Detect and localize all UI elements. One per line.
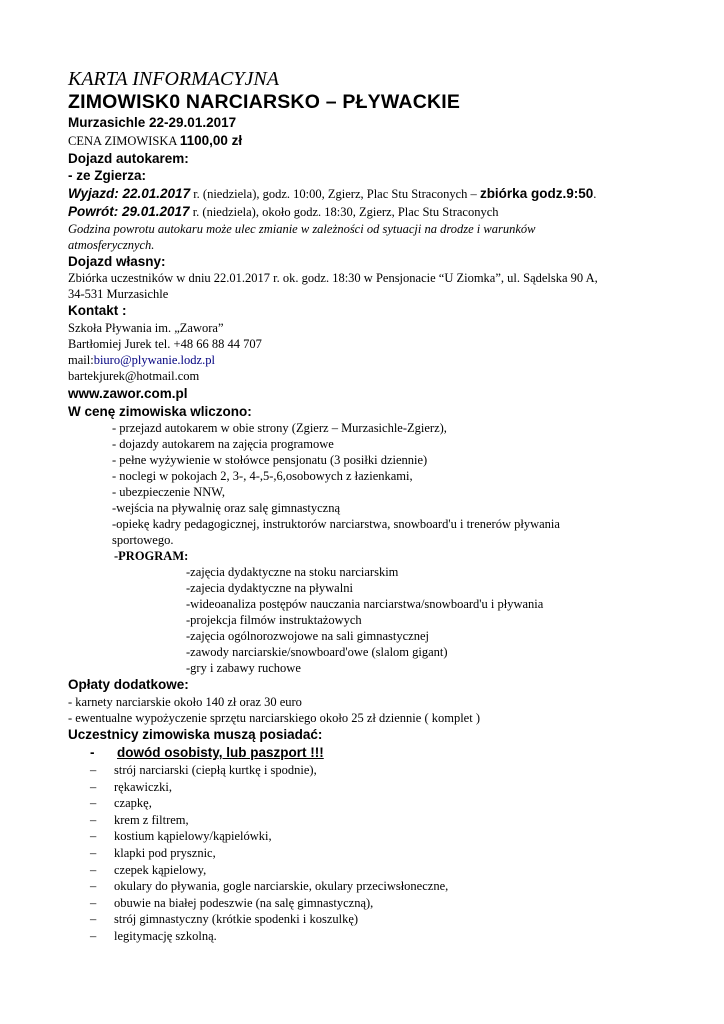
required-item <box>68 895 668 912</box>
required-item-text: legitymację szkolną. <box>114 928 217 943</box>
bus-from: - ze Zgierza: <box>68 168 147 183</box>
program-item: -wideoanaliza postępów nauczania narciarstwa/snowboard'u i pływania <box>186 597 544 611</box>
dash-bullet: – <box>90 812 97 827</box>
included-list <box>68 420 668 564</box>
contact-heading: Kontakt : <box>68 303 127 318</box>
required-item <box>68 779 668 796</box>
document-page <box>68 68 668 945</box>
return-note-line2: atmosferycznych. <box>68 237 155 252</box>
departure-text: r. (niedziela), godz. 10:00, Zgierz, Plac Stu Straconych – <box>190 186 480 201</box>
dash-bullet: – <box>90 862 97 877</box>
dash-bullet: – <box>90 829 97 844</box>
contact-mail <box>68 352 668 368</box>
included-item: sportowego. <box>112 533 174 547</box>
included-item: - przejazd autokarem w obie strony (Zgierz – Murzasichle-Zgierz), <box>112 421 447 435</box>
website-link[interactable]: www.zawor.com.pl <box>68 385 188 401</box>
contact-person: Bartłomiej Jurek tel. +48 66 88 44 707 <box>68 336 262 351</box>
program-item: -zajęcia dydaktyczne na stoku narciarskim <box>186 565 399 579</box>
required-item-text: rękawiczki, <box>114 779 172 794</box>
extra-fees-heading: Opłaty dodatkowe: <box>68 677 189 692</box>
included-item: - dojazdy autokarem na zajęcia programowe <box>112 437 334 451</box>
required-item <box>68 828 668 845</box>
program-item: -projekcja filmów instruktażowych <box>186 613 362 627</box>
dash-bullet: – <box>90 912 97 927</box>
included-item: - pełne wyżywienie w stołówce pensjonatu (3 posiłki dziennie) <box>112 453 428 467</box>
departure-end: . <box>593 186 597 201</box>
required-heading: Uczestnicy zimowiska muszą posiadać: <box>68 726 323 742</box>
dash-bullet: – <box>90 796 97 811</box>
required-item-text: obuwie na białej podeszwie (na salę gimnastyczną), <box>114 895 374 910</box>
program-list <box>68 564 668 676</box>
return-label: Powrót: 29.01.2017 <box>68 203 190 219</box>
program-item: -gry i zabawy ruchowe <box>186 661 301 675</box>
camp-dates: Murzasichle 22-29.01.2017 <box>68 115 237 130</box>
return-text: r. (niedziela), około godz. 18:30, Zgierz, Plac Stu Straconych <box>189 204 499 219</box>
required-item <box>68 911 668 928</box>
required-item <box>68 862 668 879</box>
dash-bullet: – <box>90 879 97 894</box>
included-heading: W cenę zimowiska wliczono: <box>68 403 252 419</box>
required-item <box>68 928 668 945</box>
mail-link[interactable]: biuro@plywanie.lodz.pl <box>93 352 215 367</box>
bus-transport-heading: Dojazd autokarem: <box>68 150 189 166</box>
required-item-text: strój gimnastyczny (krótkie spodenki i koszulkę) <box>114 912 359 927</box>
required-item-text: kostium kąpielowy/kąpielówki, <box>114 829 272 844</box>
required-item-text: krem z filtrem, <box>114 812 189 827</box>
return-note-line1: Godzina powrotu autokaru może ulec zmianie w zależności od sytuacji na drodze i warunków <box>68 221 536 236</box>
program-item: -zajecia dydaktyczne na pływalni <box>186 581 353 595</box>
price-line <box>68 132 668 150</box>
program-item: -zajęcia ogólnorozwojowe na sali gimnastycznej <box>186 629 429 643</box>
dash-bullet: – <box>90 895 97 910</box>
included-item: -opiekę kadry pedagogicznej, instruktorów narciarstwa, snowboard'u i trenerów pływania <box>112 517 560 531</box>
extra-fee-item: - ewentualne wypożyczenie sprzętu narciarskiego około 25 zł dziennie ( komplet ) <box>68 710 480 725</box>
dash-bullet: – <box>90 763 97 777</box>
included-item: -wejścia na pływalnię oraz salę gimnastyczną <box>112 501 341 515</box>
document-title: KARTA INFORMACYJNA <box>68 68 279 90</box>
required-item <box>68 878 668 895</box>
own-transport-line1: Zbiórka uczestników w dniu 22.01.2017 r. ok. godz. 18:30 w Pensjonacie “U Ziomka”, ul. Sądelska 90 A, <box>68 271 598 285</box>
required-item <box>68 812 668 829</box>
departure-line <box>68 185 668 203</box>
return-line <box>68 203 668 221</box>
program-item: -zawody narciarskie/snowboard'owe (slalom gigant) <box>186 645 448 659</box>
required-item-text: okulary do pływania, gogle narciarskie, okulary przeciwsłoneczne, <box>114 879 449 894</box>
passport-dash: - <box>90 745 95 760</box>
dash-bullet: – <box>90 928 97 943</box>
required-item <box>68 795 668 812</box>
required-list <box>68 762 668 945</box>
required-item-text: czapkę, <box>114 796 152 811</box>
own-transport-heading: Dojazd własny: <box>68 253 166 269</box>
dash-bullet: – <box>90 845 97 860</box>
included-item: - noclegi w pokojach 2, 3-, 4-,5-,6,osobowych z łazienkami, <box>112 469 413 483</box>
required-item-text: klapki pod prysznic, <box>114 845 216 860</box>
contact-school: Szkoła Pływania im. „Zawora” <box>68 320 224 335</box>
program-label: -PROGRAM: <box>114 549 189 563</box>
contact-email2: bartekjurek@hotmail.com <box>68 368 200 383</box>
required-item <box>68 762 668 779</box>
own-transport-line2: 34-531 Murzasichle <box>68 287 169 301</box>
dash-bullet: – <box>90 779 97 794</box>
passport-requirement: dowód osobisty, lub paszport !!! <box>117 745 324 760</box>
departure-label: Wyjazd: 22.01.2017 <box>68 185 191 201</box>
camp-title: ZIMOWISK0 NARCIARSKO – PŁYWACKIE <box>68 91 461 113</box>
price-label: CENA ZIMOWISKA <box>68 133 180 148</box>
extra-fee-item: - karnety narciarskie około 140 zł oraz 30 euro <box>68 694 302 709</box>
departure-meeting: zbiórka godz.9:50 <box>479 185 594 201</box>
required-item <box>68 845 668 862</box>
mail-prefix: mail: <box>68 352 94 367</box>
price-value: 1100,00 zł <box>179 132 243 148</box>
required-item-text: czepek kąpielowy, <box>114 862 207 877</box>
required-item-text: strój narciarski (ciepłą kurtkę i spodnie), <box>114 763 317 777</box>
included-item: - ubezpieczenie NNW, <box>112 485 226 499</box>
passport-line <box>68 743 668 762</box>
